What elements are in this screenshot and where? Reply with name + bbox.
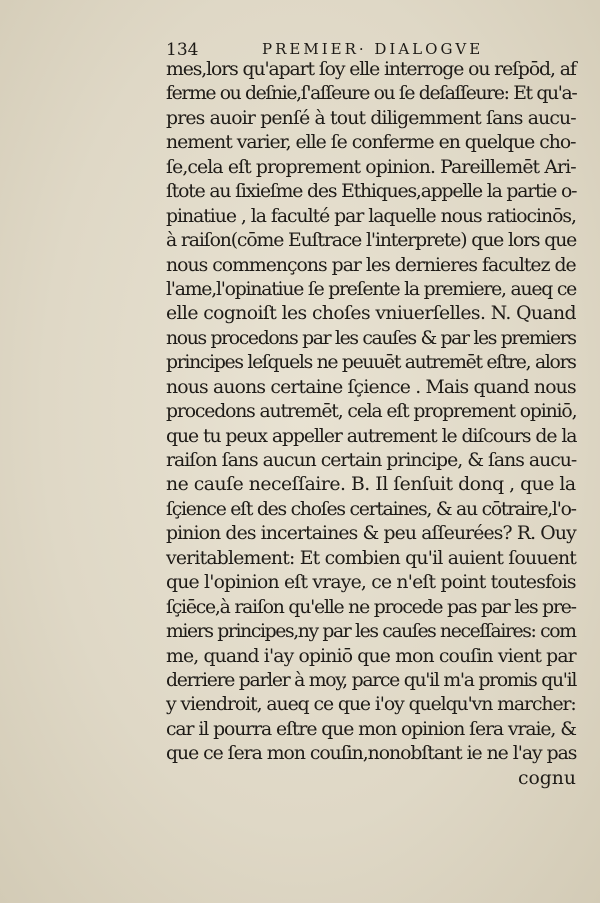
- text-line: ferme ou deſnie,ſ'aſſeure ou ſe deſaſſeure: Et qu'a-: [166, 83, 577, 105]
- page-number: 134: [166, 40, 199, 60]
- text-line: raiſon ſans aucun certain principe, & ſans aucu-: [166, 450, 577, 471]
- text-line: que ce ſera mon couſin,nonobſtant ie ne l'ay pas: [166, 743, 577, 765]
- text-line: ne cauſe neceſſaire. B. Il ſenſuit donq , que la: [166, 474, 576, 496]
- text-line: ſçience eſt des choſes certaines, & au cōtraire,l'o-: [166, 498, 576, 520]
- text-line: nous commençons par les dernieres facultez de: [166, 254, 576, 276]
- text-line: me, quand i'ay opiniō que mon couſin vient par: [166, 645, 576, 667]
- text-line: ſtote au ſixieſme des Ethiques,appelle la partie o-: [166, 181, 577, 203]
- text-line: veritablement: Et combien qu'il auient ſouuent: [166, 547, 577, 569]
- text-line: pinatiue , la faculté par laquelle nous ratiocinōs,: [166, 205, 576, 227]
- catchword: cognu: [517, 767, 576, 789]
- text-line: miers principes,ny par les cauſes neceſſaires: com: [166, 621, 576, 643]
- text-line: ſe,cela eſt proprement opinion. Pareillemēt Ari-: [166, 156, 576, 178]
- text-line: elle cognoiſt les choſes vniuerſelles. N. Quand: [166, 303, 576, 325]
- text-line: nement varier, elle ſe conferme en quelque cho-: [166, 132, 576, 154]
- text-line: que l'opinion eſt vraye, ce n'eſt point toutesfois: [166, 572, 576, 594]
- text-line: car il pourra eſtre que mon opinion ſera vraie, &: [166, 718, 576, 740]
- text-line: procedons autremēt, cela eſt proprement opiniō,: [166, 401, 577, 423]
- text-line: à raiſon(cōme Euſtrace l'interprete) que lors que: [166, 230, 577, 252]
- text-line: derriere parler à moy, parce qu'il m'a promis qu'il: [166, 669, 577, 691]
- text-line: y viendroit, aueq ce que i'oy quelqu'vn marcher:: [166, 694, 576, 716]
- body-text: [166, 58, 578, 791]
- text-line: mes,lors qu'apart ſoy elle interroge ou reſpōd, af: [166, 59, 576, 80]
- text-line: l'ame,l'opinatiue ſe preſente la premiere, aueq ce: [166, 278, 577, 300]
- text-line: principes leſquels ne peuuēt autremēt eſtre, alors: [166, 352, 576, 374]
- text-line: ſçiēce,à raiſon qu'elle ne procede pas par les pre-: [166, 596, 576, 618]
- text-line: pres auoir penſé à tout diligemment ſans aucu-: [166, 107, 576, 129]
- text-line: que tu peux appeller autrement le diſcours de la: [166, 425, 577, 447]
- text-line: pinion des incertaines & peu aſſeurées? R. Ouy: [166, 523, 576, 545]
- text-line: nous procedons par les cauſes & par les premiers: [166, 327, 576, 349]
- text-line: nous auons certaine ſçience . Mais quand nous: [166, 376, 576, 398]
- running-title: PREMIER· DIALOGVE: [262, 40, 484, 58]
